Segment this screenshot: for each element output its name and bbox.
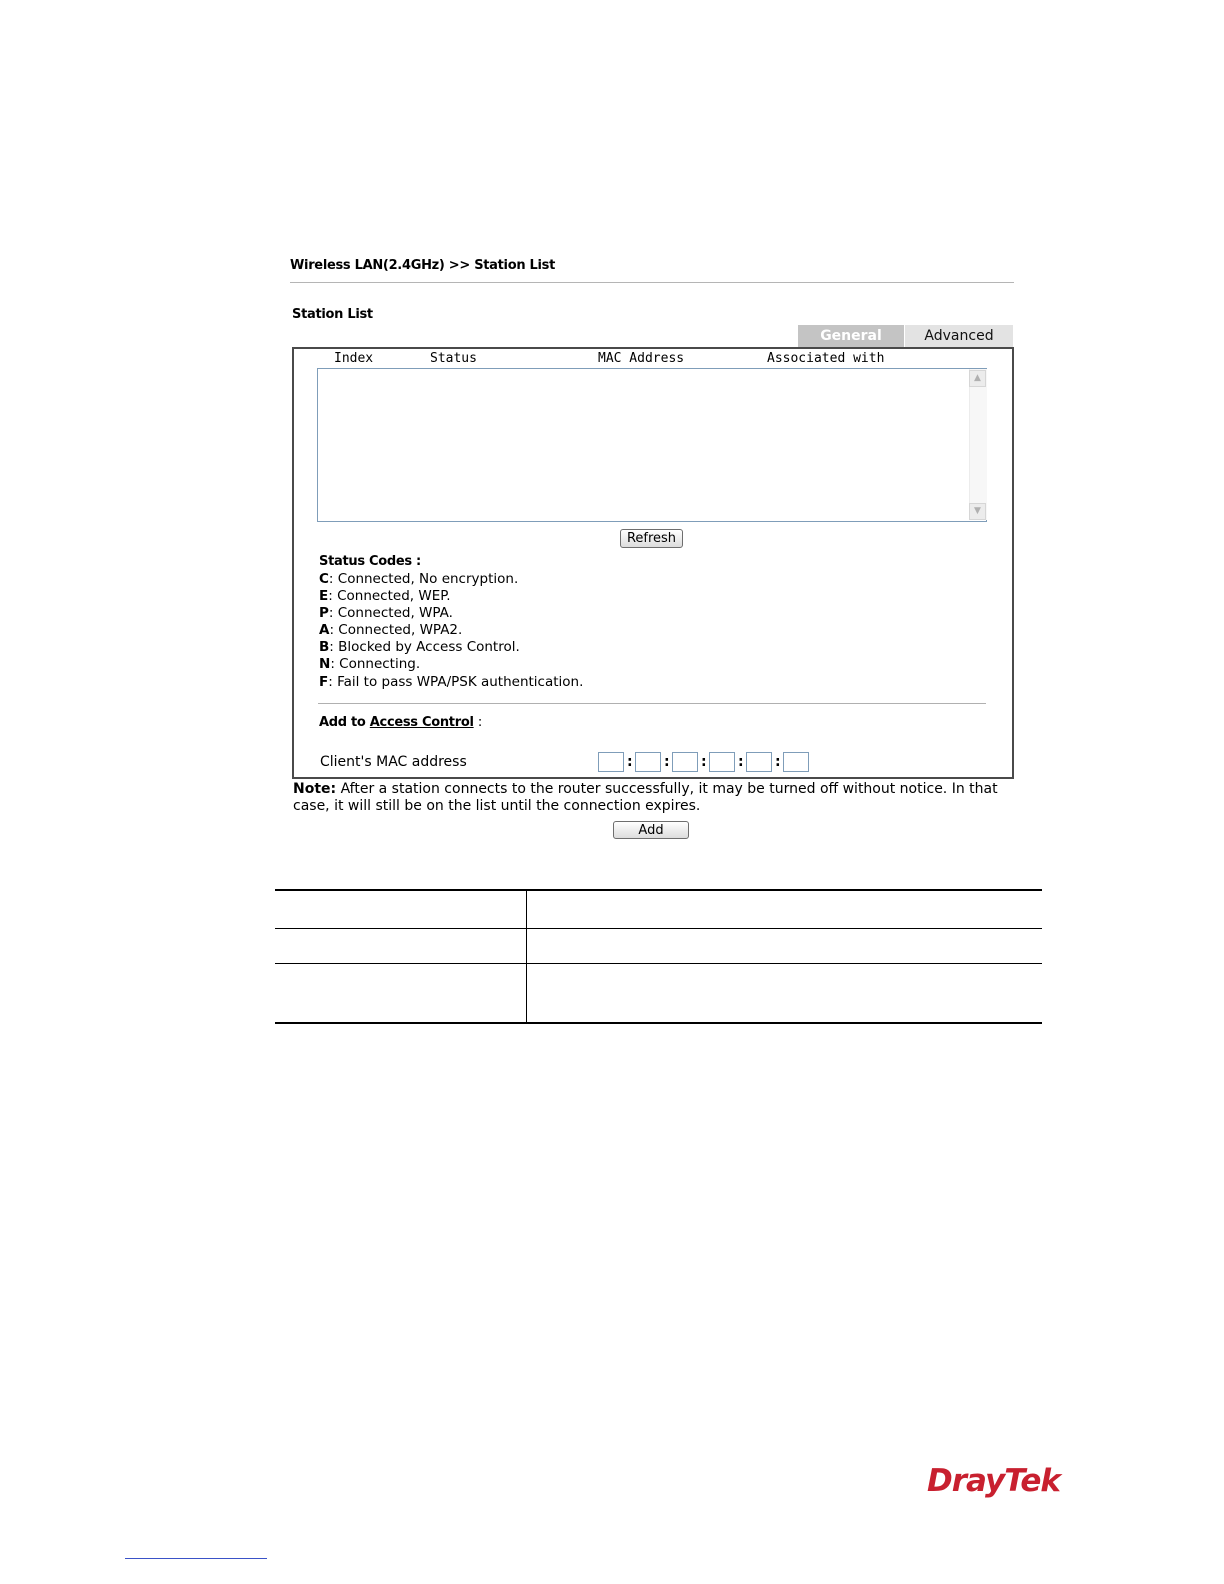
add-to-heading [319, 715, 482, 730]
section-divider [318, 703, 986, 704]
scroll-up-icon[interactable]: ▲ [969, 370, 986, 387]
table-bottom-border [275, 1022, 1042, 1024]
add-button[interactable]: Add [613, 821, 689, 839]
status-code-item: P: Connected, WPA. [319, 605, 453, 621]
status-code-item: N: Connecting. [319, 656, 421, 672]
add-to-prefix: Add to [319, 715, 366, 730]
mac-separator: : [701, 754, 707, 770]
note-text: Note: After a station connects to the router successfully, it may be turned off without notice. In that case, it will still be on the list until the connection expires. [293, 781, 998, 814]
status-code-item: C: Connected, No encryption. [319, 571, 519, 587]
status-code-item: A: Connected, WPA2. [319, 622, 463, 638]
mac-separator: : [664, 754, 670, 770]
mac-separator: : [738, 754, 744, 770]
tab-general[interactable]: General [798, 325, 904, 347]
table-row-divider [275, 928, 1042, 929]
mac-octet-6-input[interactable] [783, 752, 809, 772]
breadcrumb: Wireless LAN(2.4GHz) >> Station List [290, 258, 556, 273]
access-control-link[interactable]: Access Control [369, 715, 474, 730]
refresh-button[interactable]: Refresh [620, 529, 683, 548]
note-label: Note: [293, 781, 337, 797]
scroll-down-icon[interactable]: ▼ [969, 503, 986, 520]
status-code-item: F: Fail to pass WPA/PSK authentication. [319, 674, 584, 690]
mac-separator: : [627, 754, 633, 770]
draytek-logo: DrayTek [927, 1463, 1060, 1499]
mac-octet-3-input[interactable] [672, 752, 698, 772]
table-top-border [275, 889, 1042, 891]
section-title: Station List [292, 307, 373, 322]
status-code-item: E: Connected, WEP. [319, 588, 451, 604]
table-column-divider [526, 889, 527, 1024]
column-header-index: Index [334, 351, 374, 366]
tab-advanced[interactable]: Advanced [905, 325, 1013, 347]
mac-octet-5-input[interactable] [746, 752, 772, 772]
mac-octet-2-input[interactable] [635, 752, 661, 772]
mac-octet-4-input[interactable] [709, 752, 735, 772]
footer-link-underline [125, 1558, 267, 1559]
mac-octet-1-input[interactable] [598, 752, 624, 772]
status-code-item: B: Blocked by Access Control. [319, 639, 520, 655]
column-header-associated-with: Associated with [767, 351, 885, 366]
column-header-status: Status [430, 351, 477, 366]
breadcrumb-divider [290, 282, 1014, 283]
add-to-suffix: : [477, 715, 482, 730]
listbox-scrollbar[interactable] [969, 369, 987, 520]
table-row-divider [275, 963, 1042, 964]
column-header-mac-address: MAC Address [598, 351, 685, 366]
status-codes-title: Status Codes : [319, 554, 421, 569]
station-listbox[interactable] [317, 368, 987, 522]
mac-address-label: Client's MAC address [320, 754, 467, 770]
mac-separator: : [775, 754, 781, 770]
